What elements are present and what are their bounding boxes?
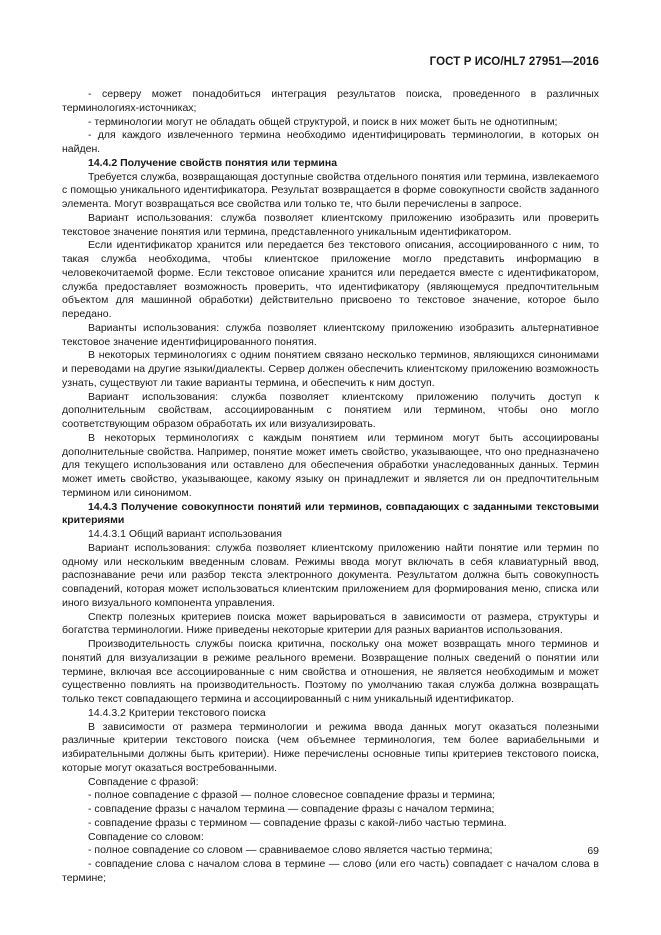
list-item: - серверу может понадобиться интеграция результатов поиска, проведенного в различных терминологиях-источниках; (62, 88, 599, 114)
subsection-heading: 14.4.3.1 Общий вариант использования (88, 528, 282, 540)
body-text (62, 88, 599, 886)
section-heading: 14.4.3 Получение совокупности понятий или терминов, совпадающих с заданными текстовыми критериями (62, 500, 599, 527)
list-item: - совпадение фразы с термином — совпадение фразы с какой-либо частью термина. (88, 816, 507, 829)
list-item: - для каждого извлеченного термина необходимо идентифицировать терминологии, в которых он найден. (62, 129, 599, 155)
paragraph: Варианты использования: служба позволяет клиентскому приложению изобразить альтернативное текстовое значение идентифицированного понятия. (62, 321, 599, 348)
paragraph: Вариант использования: служба позволяет клиентскому приложению получить доступ к дополнительным свойствам, ассоциированным с понятием или термином, чтобы оно могло соответствующим образом обработать их или визуализировать. (62, 390, 599, 430)
paragraph: Производительность службы поиска критична, поскольку она может возвращать много терминов и понятий для визуализации в режиме реального времени. Возвращение полных сведений о понятии или термине, включая все ассоциированные с ним свойства и отношения, не является необходимым и может существенно повлиять на производительность. Поэтому по умолчанию такая служба должна возвращать только текст совпадающего термина и ассоциированный с ним уникальный идентификатор. (62, 638, 599, 705)
section-heading: 14.4.2 Получение свойств понятия или термина (88, 156, 338, 169)
paragraph: Совпадение с фразой: (88, 775, 199, 788)
paragraph: Совпадение со словом: (88, 830, 204, 843)
list-item: - терминологии могут не обладать общей структурой, и поиск в них может быть не однотипным; (88, 115, 558, 128)
list-item: - полное совпадение со словом — сравниваемое слово является частью термина; (88, 844, 493, 857)
paragraph: Спектр полезных критериев поиска может варьироваться в зависимости от размера, структуры и богатства терминологии. Ниже приведены некоторые критерии для разных вариантов использования. (62, 610, 599, 637)
paragraph: Вариант использования: служба позволяет клиентскому приложению изобразить или проверить текстовое значение понятия или термина, представленного уникальным идентификатором. (62, 211, 599, 238)
paragraph: В некоторых терминологиях с каждым понятием или термином могут быть ассоциированы дополнительные свойства. Например, понятие может иметь свойство, указывающее, что оно предназначено для текущего использования или оставлено для обеспечения обработки унаследованных данных. Термин может иметь свойство, указывающее, какому языку он принадлежит и является ли он предпочтительным термином или синонимом. (62, 431, 599, 499)
list-item: - совпадение слова с началом слова в термине — слово (или его часть) совпадает с началом слова в термине; (62, 858, 599, 884)
list-item: - совпадение фразы с началом термина — совпадение фразы с началом термина; (88, 803, 495, 815)
page-number: 69 (587, 845, 599, 857)
subsection-heading: 14.4.3.2 Критерии текстового поиска (88, 706, 266, 719)
list-item: - полное совпадение с фразой — полное словесное совпадение фразы и термина; (88, 789, 496, 802)
paragraph: Требуется служба, возвращающая доступные свойства отдельного понятия или термина, извлекаемого с помощью уникального идентификатора. Результат возвращается в форме совокупности свойств заданного элемента. Могут возвращаться все свойства или только те, что были перечислены в запросе. (62, 170, 599, 210)
paragraph: В некоторых терминологиях с одним понятием связано несколько терминов, являющихся синонимами и переводами на другие языки/диалекты. Сервер должен обеспечить клиентскому приложению возможность узнать, существуют ли такие варианты термина, и обеспечить к ним доступ. (62, 349, 599, 389)
paragraph: В зависимости от размера терминологии и режима ввода данных могут оказаться полезными различные критерии текстового поиска (чем объемнее терминология, тем более вариабельными и избирательными должны быть критерии). Ниже перечислены основные типы критериев текстового поиска, которые могут оказаться востребованными. (62, 720, 599, 774)
paragraph: Вариант использования: служба позволяет клиентскому приложению найти понятие или термин по одному или нескольким введенным словам. Режимы ввода могут включать в себя клавиатурный ввод, распознавание речи или разбор текста электронного документа. Результатом должна быть совокупность совпадений, которая может использоваться клиентским приложением для формирования меню, списка или иного визуального компонента управления. (62, 541, 599, 609)
paragraph: Если идентификатор хранится или передается без текстового описания, ассоциированного с ним, то такая служба необходима, чтобы клиентское приложение могло представить информацию в человекочитаемой форме. Если текстовое описание хранится или передается вместе с идентификатором, служба предоставляет возможность проверить, что идентификатору (являющемуся предпочтительным объектом для машинной обработки) действительно присвоено то текстовое значение, которое было передано. (62, 239, 599, 320)
document-code-header: ГОСТ Р ИСО/HL7 27951—2016 (429, 56, 599, 68)
